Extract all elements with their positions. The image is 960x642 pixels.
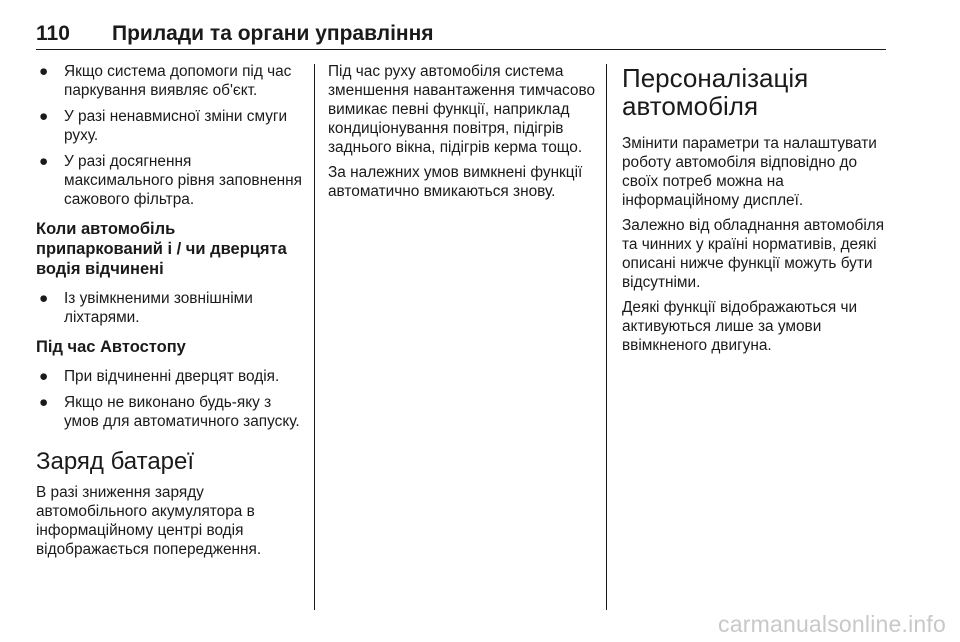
list-item <box>36 367 302 386</box>
page-title: Прилади та органи управління <box>112 22 434 45</box>
header-divider <box>36 49 886 50</box>
bullet-icon: ● <box>39 394 49 411</box>
list-item <box>36 62 302 100</box>
column-divider-2 <box>606 64 607 610</box>
list-item <box>36 393 302 431</box>
bullet-icon: ● <box>39 368 49 385</box>
watermark: carmanualsonline.info <box>718 611 946 637</box>
page-header <box>36 22 886 52</box>
battery-paragraph: В разі зниження заряду автомобільного акумулятора в інформаційному центрі водія відображається попередження. <box>36 484 262 558</box>
subheading-parked: Коли автомобіль припаркований і / чи дверцята водія відчинені <box>36 220 287 278</box>
list-item-text: У разі ненавмисної зміни смуги руху. <box>64 108 288 144</box>
personalization-paragraph-1: Змінити параметри та налаштувати роботу автомобіля відповідно до своїх потреб можна на інформаційному дисплеї. <box>622 135 877 209</box>
personalization-paragraph-2: Залежно від обладнання автомобіля та чинних у країні нормативів, деякі описані нижче функції можуть бути відсутніми. <box>622 217 885 291</box>
column-left <box>36 62 302 565</box>
list-item <box>36 152 302 209</box>
list-item-text: Якщо система допомоги під час паркування виявляє об'єкт. <box>64 63 292 99</box>
bullet-icon: ● <box>39 153 49 170</box>
list-item-text: Якщо не виконано будь-яку з умов для автоматичного запуску. <box>64 394 300 430</box>
bullet-icon: ● <box>39 108 49 125</box>
page-number: 110 <box>36 22 70 45</box>
list-item-text: У разі досягнення максимального рівня заповнення сажового фільтра. <box>64 153 302 208</box>
section-heading-battery: Заряд батареї <box>36 448 195 475</box>
list-item-text: При відчиненні дверцят водія. <box>64 368 280 385</box>
column-right <box>622 62 894 361</box>
auto-restore-paragraph: За належних умов вимкнені функції автоматично вмикаються знову. <box>328 164 583 200</box>
list-item <box>36 289 302 327</box>
list-item-text: Із увімкненими зовнішніми ліхтарями. <box>64 290 253 326</box>
section-heading-personalization: Персоналізація автомобіля <box>622 63 809 121</box>
personalization-paragraph-3: Деякі функції відображаються чи активуються лише за умови ввімкненого двигуна. <box>622 299 858 354</box>
bullet-list-parked <box>36 289 302 327</box>
bullet-list-warnings <box>36 62 302 209</box>
bullet-list-autostop <box>36 367 302 431</box>
column-divider-1 <box>314 64 315 610</box>
bullet-icon: ● <box>39 63 49 80</box>
list-item <box>36 107 302 145</box>
subheading-autostop: Під час Автостопу <box>36 338 186 356</box>
load-shedding-paragraph: Під час руху автомобіля система зменшення навантаження тимчасово вимикає певні функції, наприклад кондиціонування повітря, підігрів заднього вікна, підігрів керма тощо. <box>328 63 596 156</box>
column-middle <box>328 62 596 207</box>
bullet-icon: ● <box>39 290 49 307</box>
